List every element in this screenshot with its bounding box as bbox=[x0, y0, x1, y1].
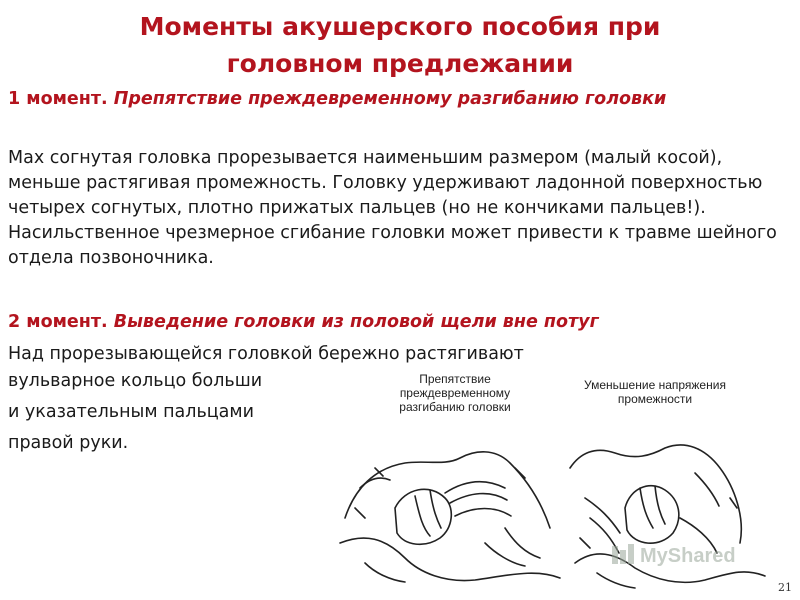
moment-2-text-line: вульварное кольцо больши bbox=[8, 371, 263, 391]
moment-2-label: 2 момент. bbox=[8, 312, 108, 332]
moment-1-label: 1 момент. bbox=[8, 89, 108, 109]
moment-1-text: Max согнутая головка прорезывается наименьшим размером (малый косой), меньше растягивая промежность. Головку удерживают ладонной поверхностью четырех согнутых, плотно прижатых пальцев (но не кончиками пальцев!). Насильственное чрезмерное сгибание головки может привести к травме шейного отдела позвоночника. bbox=[8, 148, 777, 268]
moment-2-text-line: Над прорезывающейся головкой бережно растягивают bbox=[8, 344, 524, 364]
moment-2-text-line: и указательным пальцами bbox=[8, 402, 254, 422]
watermark-logo bbox=[610, 540, 760, 568]
caption-right: Уменьшение напряжения промежности bbox=[584, 378, 726, 406]
moment-2-subtitle: Выведение головки из половой щели вне потуг bbox=[113, 312, 599, 332]
caption-left: Препятствие преждевременному разгибанию головки bbox=[399, 372, 511, 414]
title-line-2: головном предлежании bbox=[226, 49, 574, 78]
moment-2-heading bbox=[8, 310, 788, 335]
page-number: 21 bbox=[778, 581, 792, 594]
moment-1-subtitle: Препятствие преждевременному разгибанию головки bbox=[113, 89, 667, 109]
left-hand-sketch bbox=[340, 452, 560, 582]
svg-text:MyShared: MyShared bbox=[640, 545, 736, 567]
moment-2-text-line: правой руки. bbox=[8, 433, 129, 453]
moment-1-heading bbox=[8, 87, 788, 112]
slide-title bbox=[0, 8, 800, 82]
title-line-1: Моменты акушерского пособия при bbox=[139, 12, 661, 41]
